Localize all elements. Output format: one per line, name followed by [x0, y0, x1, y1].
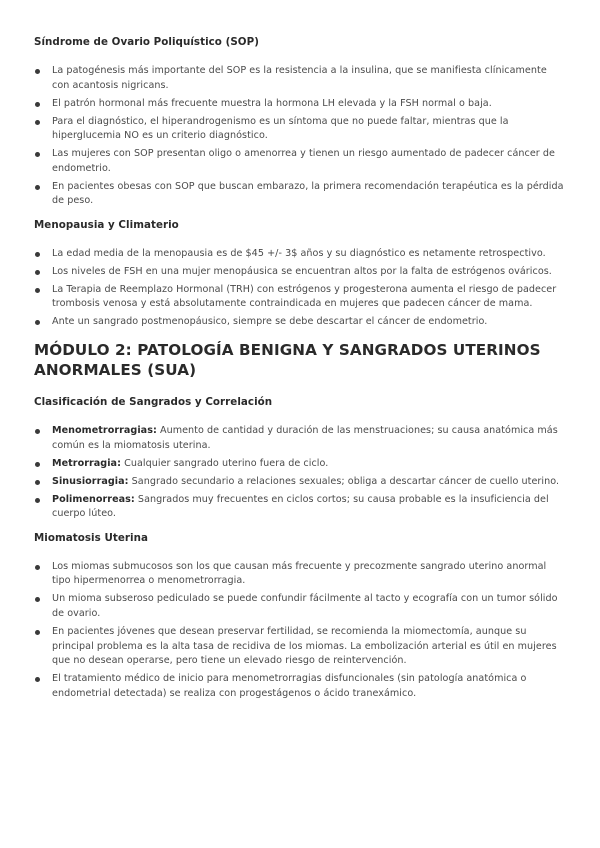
term: Metrorragia:: [52, 457, 121, 469]
list-item: En pacientes obesas con SOP que buscan embarazo, la primera recomendación terapéutica es la pérdida de peso.: [34, 180, 566, 209]
list-item: Polimenorreas: Sangrados muy frecuentes en ciclos cortos; su causa probable es la insuficiencia del cuerpo lúteo.: [34, 493, 566, 522]
section-heading-menopausia: Menopausia y Climaterio: [34, 218, 179, 231]
bullet-icon: [35, 630, 40, 635]
list-item: Ante un sangrado postmenopáusico, siempre se debe descartar el cáncer de endometrio.: [34, 315, 566, 330]
bullet-icon: [35, 252, 40, 257]
bullet-icon: [35, 288, 40, 293]
bullet-icon: [35, 185, 40, 190]
list-item: Un mioma subseroso pediculado se puede confundir fácilmente al tacto y ecografía con un tumor sólido de ovario.: [34, 592, 566, 621]
module-heading: MÓDULO 2: PATOLOGÍA BENIGNA Y SANGRADOS UTERINOS ANORMALES (SUA): [34, 341, 541, 380]
menopausia-list: [34, 247, 566, 330]
list-item: Los niveles de FSH en una mujer menopáusica se encuentran altos por la falta de estrógenos ováricos.: [34, 265, 566, 280]
clasificacion-list: [34, 424, 566, 522]
bullet-icon: [35, 152, 40, 157]
list-item: El patrón hormonal más frecuente muestra la hormona LH elevada y la FSH normal o baja.: [34, 97, 566, 112]
term: Sinusiorragia:: [52, 475, 129, 487]
term: Polimenorreas:: [52, 493, 135, 505]
list-item: La Terapia de Reemplazo Hormonal (TRH) con estrógenos y progesterona aumenta el riesgo de padecer trombosis venosa y está absolutamente contraindicada en mujeres que padecen cáncer de mama.: [34, 283, 566, 312]
list-item: Menometrorragias: Aumento de cantidad y duración de las menstruaciones; su causa anatómica más común es la miomatosis uterina.: [34, 424, 566, 453]
list-item: La patogénesis más importante del SOP es la resistencia a la insulina, que se manifiesta clínicamente con acantosis nigricans.: [34, 64, 566, 93]
list-item: En pacientes jóvenes que desean preservar fertilidad, se recomienda la miomectomía, aunque su principal problema es la alta tasa de recidiva de los miomas. La embolización arterial es útil en mujeres que no desean operarse, pero tiene un elevado riesgo de reintervención.: [34, 625, 566, 669]
term: Menometrorragias:: [52, 425, 157, 437]
list-item: Metrorragia: Cualquier sangrado uterino fuera de ciclo.: [34, 457, 566, 472]
miomatosis-list: [34, 560, 566, 702]
bullet-icon: [35, 462, 40, 467]
bullet-icon: [35, 120, 40, 125]
section-heading-sop: Síndrome de Ovario Poliquístico (SOP): [34, 36, 259, 48]
bullet-icon: [35, 565, 40, 570]
list-item: Para el diagnóstico, el hiperandrogenismo es un síntoma que no puede faltar, mientras que la hiperglucemia NO es un criterio diagnóstico.: [34, 115, 566, 144]
bullet-icon: [35, 597, 40, 602]
bullet-icon: [35, 69, 40, 74]
bullet-icon: [35, 320, 40, 325]
sop-list: [34, 64, 566, 209]
list-item: El tratamiento médico de inicio para menometrorragias disfuncionales (sin patología anatómica o endometrial detectada) se realiza con progestágenos o ácido tranexámico.: [34, 672, 566, 701]
section-heading-clasificacion: Clasificación de Sangrados y Correlación: [34, 396, 273, 409]
list-item: Las mujeres con SOP presentan oligo o amenorrea y tienen un riesgo aumentado de padecer cáncer de endometrio.: [34, 147, 566, 176]
list-item: Sinusiorragia: Sangrado secundario a relaciones sexuales; obliga a descartar cáncer de cuello uterino.: [34, 475, 566, 490]
list-item: La edad media de la menopausia es de $45 +/- 3$ años y su diagnóstico es netamente retrospectivo.: [34, 247, 566, 262]
bullet-icon: [35, 270, 40, 275]
bullet-icon: [35, 102, 40, 107]
bullet-icon: [35, 480, 40, 485]
bullet-icon: [35, 498, 40, 503]
section-heading-miomatosis: Miomatosis Uterina: [34, 531, 148, 544]
bullet-icon: [35, 677, 40, 682]
bullet-icon: [35, 429, 40, 434]
list-item: Los miomas submucosos son los que causan más frecuente y precozmente sangrado uterino anormal tipo hipermenorrea o menometrorragia.: [34, 560, 566, 589]
